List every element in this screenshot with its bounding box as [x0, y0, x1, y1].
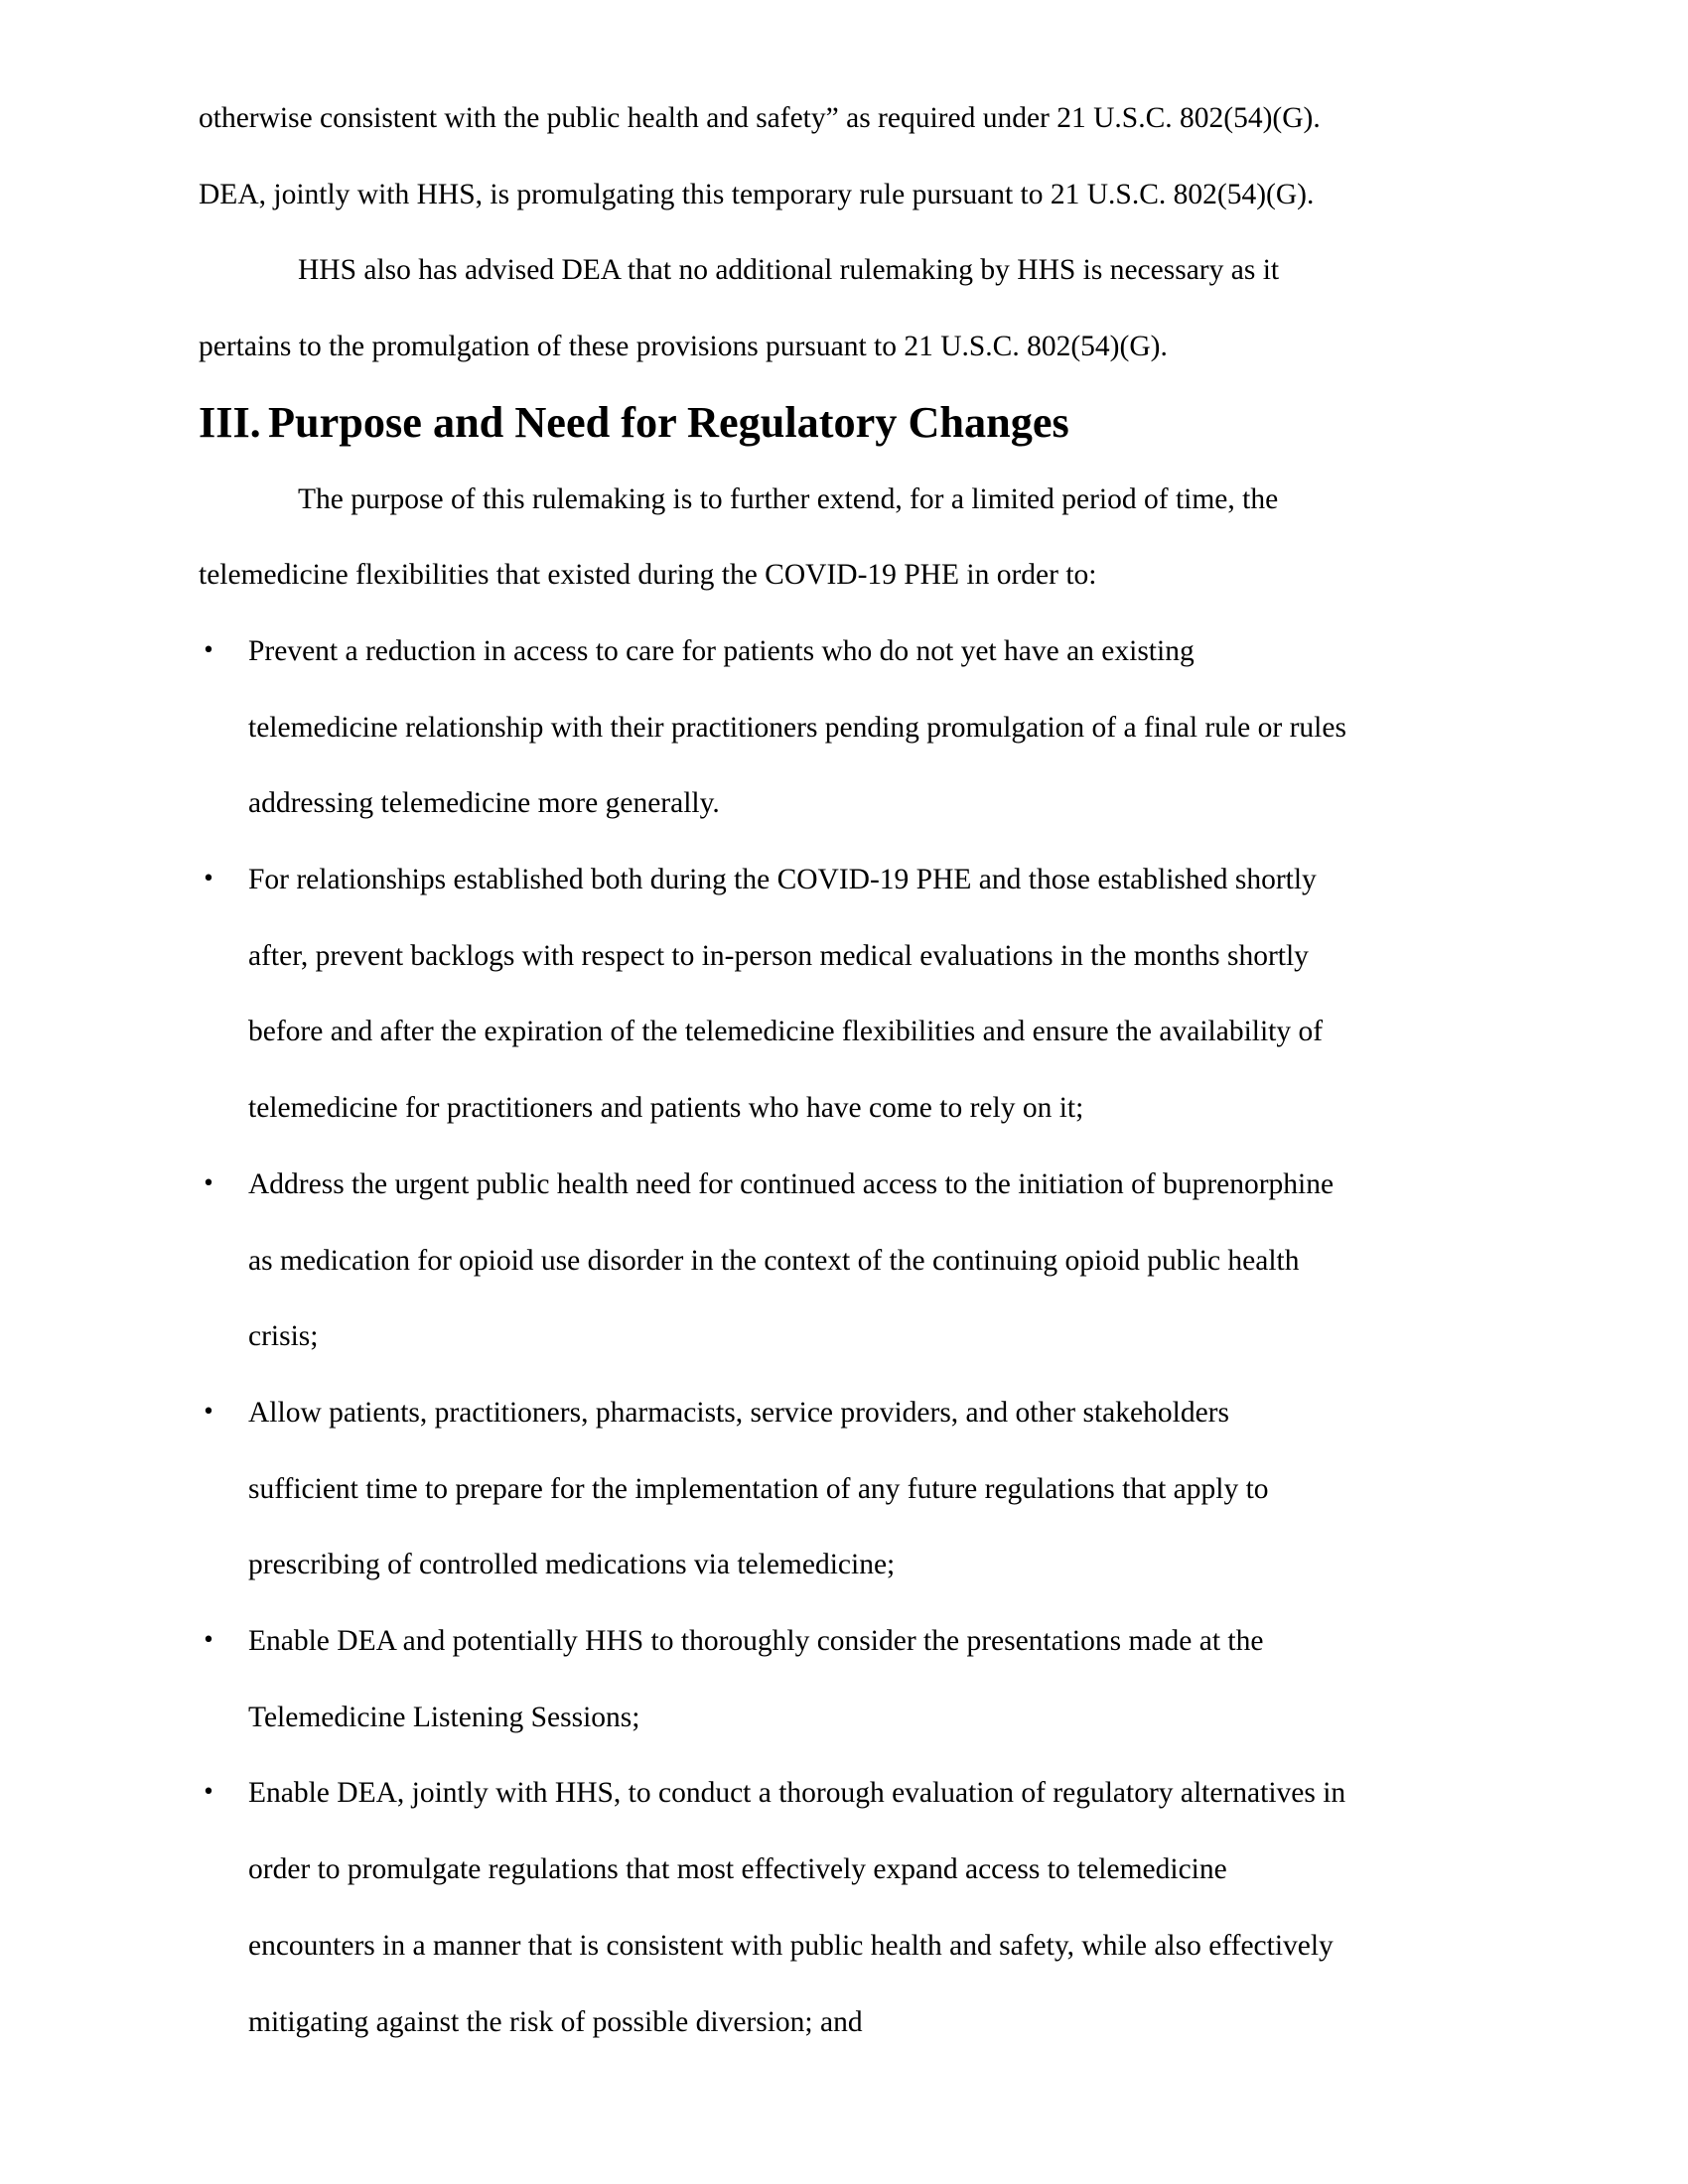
list-item — [199, 842, 1509, 1147]
text-line: The purpose of this rulemaking is to further extend, for a limited period of time, the — [298, 482, 1279, 515]
text-line: pertains to the promulgation of these provisions pursuant to 21 U.S.C. 802(54)(G). — [199, 331, 1168, 363]
text-line: after, prevent backlogs with respect to in-person medical evaluations in the months shortly — [248, 939, 1309, 972]
text-line: Telemedicine Listening Sessions; — [248, 1701, 640, 1733]
text-line: telemedicine flexibilities that existed during the COVID-19 PHE in order to: — [199, 559, 1097, 592]
text-line: Address the urgent public health need for continued access to the initiation of buprenorphine — [248, 1167, 1335, 1200]
text-line: Enable DEA and potentially HHS to thoroughly consider the presentations made at the — [248, 1625, 1264, 1658]
text-line: Allow patients, practitioners, pharmacists, service providers, and other stakeholders — [248, 1396, 1229, 1429]
text-line: prescribing of controlled medications via telemedicine; — [248, 1549, 896, 1581]
text-line: as medication for opioid use disorder in the context of the continuing opioid public health — [248, 1244, 1300, 1277]
text-line: telemedicine relationship with their practitioners pending promulgation of a final rule or rules — [248, 711, 1346, 744]
text-line: encounters in a manner that is consistent with public health and safety, while also effectively — [248, 1929, 1334, 1962]
text-line: addressing telemedicine more generally. — [248, 787, 720, 820]
section-title: Purpose and Need for Regulatory Changes — [268, 397, 1069, 447]
list-item — [199, 1375, 1509, 1603]
text-line: DEA, jointly with HHS, is promulgating this temporary rule pursuant to 21 U.S.C. 802(54)(G). — [199, 178, 1315, 210]
text-line: before and after the expiration of the telemedicine flexibilities and ensure the availability of — [248, 1016, 1324, 1048]
text-line: Prevent a reduction in access to care for patients who do not yet have an existing — [248, 634, 1195, 667]
bullet-icon: • — [202, 1170, 215, 1196]
paragraph-purpose-intro — [199, 462, 1509, 614]
paragraph-statutory-basis — [199, 80, 1509, 232]
bullet-icon: • — [202, 637, 215, 663]
section-heading — [199, 385, 1509, 462]
text-line: HHS also has advised DEA that no additional rulemaking by HHS is necessary as it — [298, 254, 1280, 287]
list-item — [199, 614, 1509, 842]
purpose-bullet-list — [199, 614, 1509, 2060]
paragraph-hhs-advice — [199, 232, 1509, 384]
text-line: telemedicine for practitioners and patients who have come to rely on it; — [248, 1092, 1084, 1125]
bullet-icon: • — [202, 1399, 215, 1425]
text-line: otherwise consistent with the public health and safety” as required under 21 U.S.C. 802(54)(G). — [199, 102, 1321, 134]
bullet-icon: • — [202, 1628, 215, 1654]
text-line: sufficient time to prepare for the implementation of any future regulations that apply to — [248, 1472, 1269, 1505]
list-item — [199, 1147, 1509, 1375]
list-item — [199, 1755, 1509, 2060]
list-item — [199, 1603, 1509, 1755]
section-number: III. — [199, 397, 261, 447]
bullet-icon: • — [202, 867, 215, 892]
text-line: Enable DEA, jointly with HHS, to conduct a thorough evaluation of regulatory alternatives in — [248, 1777, 1346, 1810]
text-line: order to promulgate regulations that most effectively expand access to telemedicine — [248, 1853, 1227, 1886]
bullet-icon: • — [202, 1780, 215, 1806]
text-line: For relationships established both during the COVID-19 PHE and those established shortly — [248, 864, 1317, 896]
document-body — [199, 80, 1509, 2060]
text-line: mitigating against the risk of possible diversion; and — [248, 2005, 863, 2038]
text-line: crisis; — [248, 1320, 319, 1353]
